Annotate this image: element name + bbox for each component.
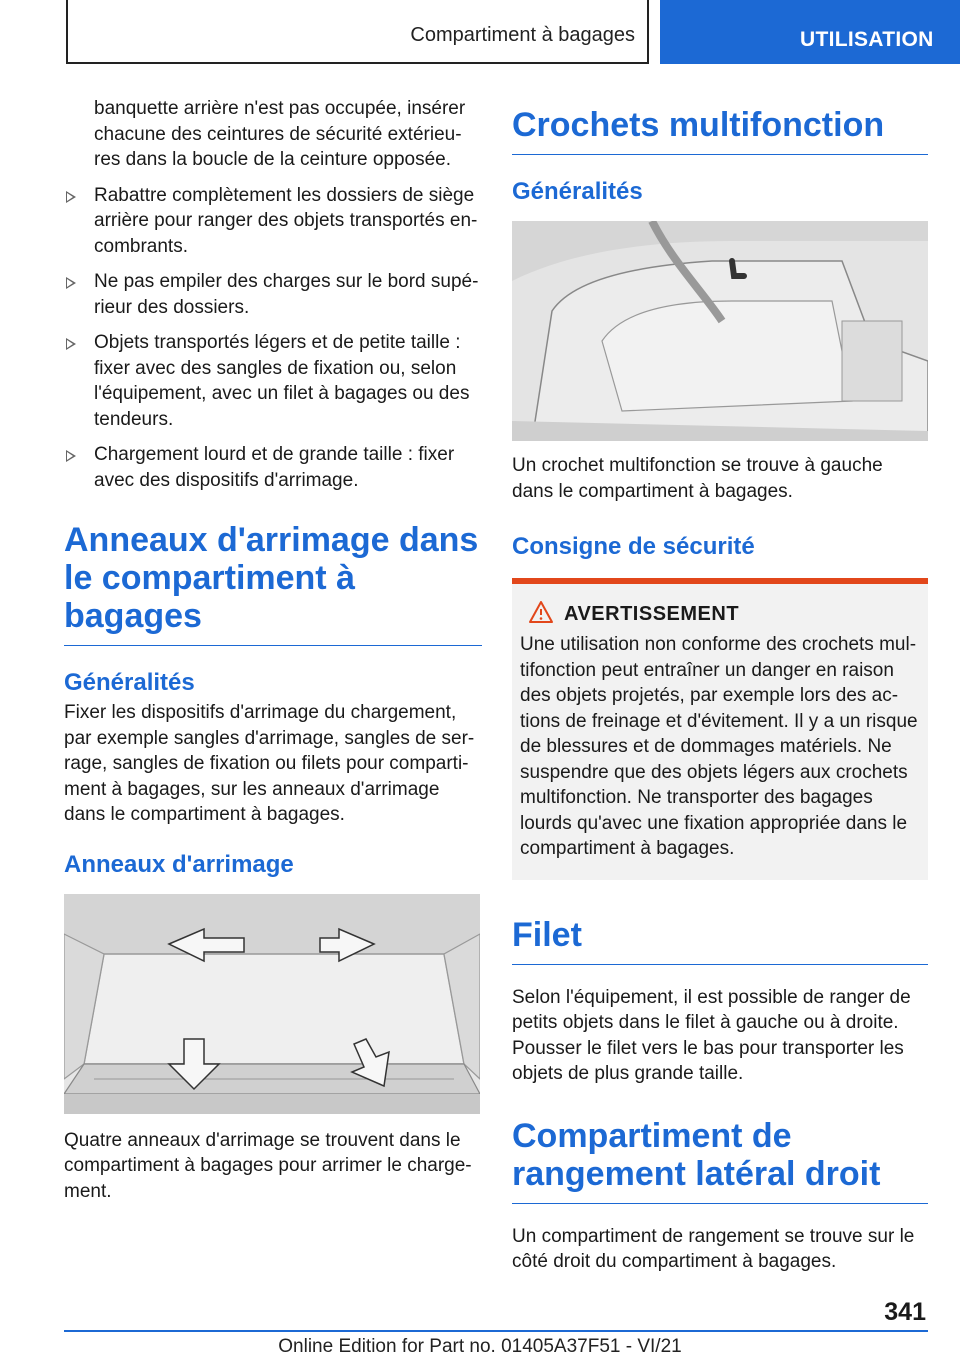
bullet-triangle-icon: [66, 450, 76, 462]
warning-box: [512, 578, 928, 880]
heading-filet: Filet: [512, 916, 928, 965]
warning-triangle-icon: [528, 600, 554, 624]
list-item-text: Ne pas empiler des charges sur le bord supé-rieur des dossiers.: [94, 271, 479, 318]
intro-text: banquette arrière n'est pas occupée, insérer chacune des ceintures de sécurité extérieu-res dans la boucle de la ceinture opposée.: [94, 98, 466, 170]
multifunction-hook-illustration: [512, 221, 928, 441]
footer-edition: Online Edition for Part no. 01405A37F51 - VI/21: [278, 1336, 682, 1357]
list-item-text: Objets transportés légers et de petite taille : fixer avec des sangles de fixation ou, selon l'équipement, avec un filet à bagages ou des tendeurs.: [94, 332, 470, 430]
warning-title-text: AVERTISSEMENT: [564, 603, 740, 625]
left-column: [64, 96, 482, 1204]
heading-anneaux-compartiment: Anneaux d'arrimage dans le compartiment à bagages: [64, 521, 482, 646]
bullet-triangle-icon: [66, 277, 76, 289]
list-item: [64, 269, 482, 320]
page-number: 341: [884, 1298, 926, 1326]
trunk-lashing-eyes-illustration: [64, 894, 480, 1114]
list-item: [64, 183, 482, 260]
heading-rangement: Compartiment de rangement latéral droit: [512, 1117, 928, 1204]
header-chapter-tab[interactable]: [660, 0, 960, 64]
bullet-triangle-icon: [66, 191, 76, 203]
generalites-text: Fixer les dispositifs d'arrimage du chargement, par exemple sangles d'arrimage, sangles de ser-rage, sangles de fixation ou filets pour comparti-ment à bagages, sur les anneaux d'arrimage dans le compartiment à bagages.: [64, 702, 475, 825]
warning-title: [520, 602, 920, 626]
heading-generalites: Généralités: [64, 669, 195, 696]
list-item: [64, 442, 482, 493]
header-chapter-label: UTILISATION: [800, 28, 934, 51]
crochets-text: Un crochet multifonction se trouve à gauche dans le compartiment à bagages.: [512, 455, 883, 502]
list-item-text: Rabattre complètement les dossiers de siège arrière pour ranger des objets transportés en-combrants.: [94, 184, 478, 257]
header-section-title: Compartiment à bagages: [410, 24, 635, 46]
right-column: [512, 96, 928, 1275]
heading-anneaux: Anneaux d'arrimage: [64, 850, 294, 878]
list-item-text: Chargement lourd et de grande taille : fixer avec des dispositifs d'arrimage.: [94, 444, 455, 491]
filet-text: Selon l'équipement, il est possible de ranger de petits objets dans le filet à gauche ou à droite. Pousser le filet vers le bas pour transporter les objets de plus grande taille.: [512, 986, 911, 1084]
heading-crochets: Crochets multifonction: [512, 106, 928, 155]
footer-divider: [64, 1330, 928, 1332]
heading-generalites-crochets: Généralités: [512, 178, 643, 205]
warning-text: Une utilisation non conforme des crochets mul-tifonction peut entraîner un danger en raison des objets projetés, par exemple lors des ac-tions de freinage et d'évitement. Il y a un risque de blessures et de dommages matériels. Ne suspendre que des objets légers aux crochets multifonction. Ne transporter des bagages lourds qu'avec une fixation appropriée dans le compartiment à bagages.: [520, 634, 918, 859]
anneaux-text: Quatre anneaux d'arrimage se trouvent dans le compartiment à bagages pour arrimer le charge-ment.: [64, 1129, 472, 1202]
list-item: [64, 330, 482, 432]
heading-consigne: Consigne de sécurité: [512, 533, 755, 560]
rangement-text: Un compartiment de rangement se trouve sur le côté droit du compartiment à bagages.: [512, 1225, 915, 1272]
bullet-triangle-icon: [66, 338, 76, 350]
